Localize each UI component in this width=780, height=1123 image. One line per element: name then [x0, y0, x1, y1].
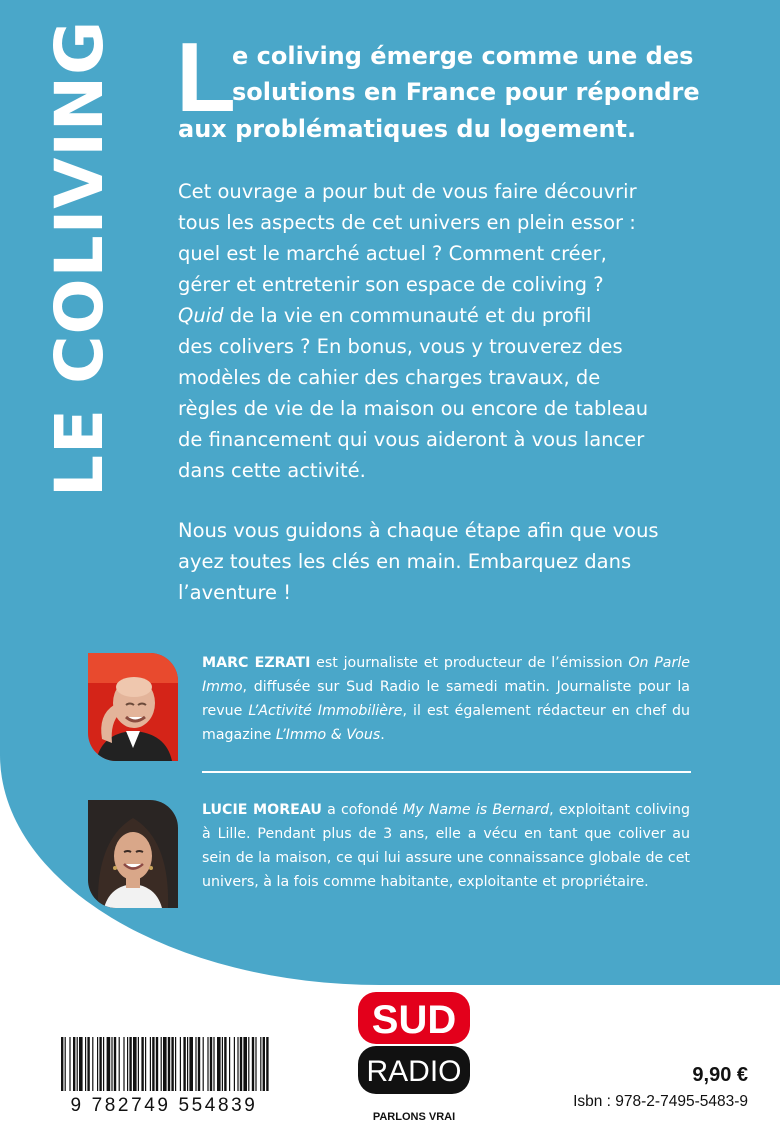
barcode-bar	[150, 1037, 151, 1091]
barcode-bar	[79, 1037, 83, 1091]
bio-text: a cofondé	[321, 802, 403, 818]
revue-title: L’Activité Immobilière	[248, 703, 403, 719]
barcode-bar	[255, 1037, 256, 1091]
barcode-bar	[237, 1037, 238, 1091]
bio-text: .	[380, 727, 385, 743]
drop-cap: L	[176, 22, 236, 132]
author-bio-lucie-moreau	[202, 798, 690, 894]
barcode-bar	[87, 1037, 89, 1091]
barcode-bar	[252, 1037, 254, 1091]
barcode-bar	[92, 1037, 93, 1091]
barcode-bar	[119, 1037, 120, 1091]
bio-text: , il est également rédacteur en chef du magazine	[202, 703, 690, 743]
isbn-barcode	[57, 1035, 271, 1113]
barcode-bar	[180, 1037, 181, 1091]
barcode-bar	[183, 1037, 185, 1091]
summary-line: Cet ouvrage a pour but de vous faire découvrir	[178, 180, 637, 203]
author-photo-lucie-moreau	[88, 800, 178, 908]
barcode-bar	[97, 1037, 98, 1091]
barcode-bar	[217, 1037, 221, 1091]
barcode-bar	[189, 1037, 193, 1091]
barcode-bar	[161, 1037, 162, 1091]
barcode-bar	[263, 1037, 265, 1091]
barcode-bar	[69, 1037, 70, 1091]
guidance-line: ayez toutes les clés en main. Embarquez dans	[178, 550, 632, 573]
summary-line: tous les aspects de cet univers en plein essor :	[178, 211, 636, 234]
barcode-bar	[229, 1037, 230, 1091]
barcode-bar	[103, 1037, 104, 1091]
barcode-bar	[213, 1037, 214, 1091]
barcode-bar	[152, 1037, 154, 1091]
barcode-bar	[111, 1037, 112, 1091]
isbn-number: Isbn : 978-2-7495-5483-9	[573, 1093, 748, 1110]
intro-line-2: solutions en France pour répondre	[232, 78, 700, 106]
intro-line-3: aux problématiques du logement.	[178, 115, 637, 143]
barcode-bar	[243, 1037, 247, 1091]
author-name: MARC EZRATI	[202, 655, 311, 671]
barcode-bar	[203, 1037, 204, 1091]
barcode-bar	[266, 1037, 268, 1091]
author-divider	[202, 771, 691, 773]
barcode-bar	[65, 1037, 66, 1091]
barcode-bar	[141, 1037, 143, 1091]
barcode-bar	[156, 1037, 158, 1091]
sud-radio-logo	[355, 990, 473, 1123]
company-name: My Name is Bernard	[403, 802, 550, 818]
barcode-bar	[163, 1037, 167, 1091]
barcode-bar	[248, 1037, 249, 1091]
barcode-bar	[99, 1037, 101, 1091]
barcode-bar	[168, 1037, 170, 1091]
barcode-bar	[240, 1037, 242, 1091]
summary-line-rest: de la vie en communauté et du profil	[223, 304, 592, 327]
bio-text: , exploitant coliving à Lille. Pendant plus de 3 ans, elle a vécu en tant que coliver au sein de la maison, ce qui lui assure une connaissance globale de cet univers, à la fois comme habitante, exploitante et propriétaire.	[202, 802, 690, 890]
barcode-bar	[260, 1037, 261, 1091]
barcode-bar	[73, 1037, 75, 1091]
barcode-bar	[171, 1037, 173, 1091]
show-title: On Parle Immo	[202, 655, 691, 695]
author-bio-marc-ezrati	[202, 651, 690, 747]
summary-line	[178, 301, 591, 331]
barcode-bar	[234, 1037, 235, 1091]
barcode-bar	[129, 1037, 131, 1091]
barcode-bar	[133, 1037, 137, 1091]
barcode-bar	[175, 1037, 176, 1091]
barcode-bar	[123, 1037, 124, 1091]
barcode-bar	[107, 1037, 111, 1091]
bio-text: , diffusée sur Sud Radio le samedi matin. Journaliste pour la revue	[202, 679, 690, 719]
barcode-bar	[127, 1037, 128, 1091]
guidance-line: Nous vous guidons à chaque étape afin que vous	[178, 519, 659, 542]
barcode-bar	[77, 1037, 78, 1091]
summary-line: gérer et entretenir son espace de coliving ?	[178, 273, 604, 296]
barcode-digits: 9 782749 554839	[70, 1095, 258, 1113]
barcode-bar	[61, 1037, 63, 1091]
logo-radio-text: RADIO	[366, 1055, 462, 1088]
magazine-title: L’Immo & Vous	[275, 727, 381, 743]
bio-text: est journaliste et producteur de l’émission	[310, 655, 629, 671]
barcode-bar	[145, 1037, 146, 1091]
price: 9,90 €	[692, 1064, 748, 1086]
barcode-bar	[114, 1037, 116, 1091]
barcode-bar	[198, 1037, 200, 1091]
summary-line: règles de vie de la maison ou encore de tableau	[178, 397, 649, 420]
summary-line: quel est le marché actuel ? Comment créer,	[178, 242, 607, 265]
summary-line: dans cette activité.	[178, 459, 366, 482]
barcode-bar	[210, 1037, 212, 1091]
author-photo-marc-ezrati	[88, 653, 178, 761]
logo-tagline: PARLONS VRAI	[372, 1111, 456, 1123]
summary-line: des colivers ? En bonus, vous y trouverez des	[178, 335, 623, 358]
summary-line: de financement qui vous aideront à vous lancer	[178, 428, 645, 451]
summary-line: modèles de cahier des charges travaux, de	[178, 366, 601, 389]
barcode-bar	[207, 1037, 208, 1091]
spine-title: LE COLIVING	[41, 19, 118, 497]
quid-word: Quid	[178, 304, 224, 327]
barcode-bar	[138, 1037, 139, 1091]
barcode-bar	[195, 1037, 196, 1091]
author-name: LUCIE MOREAU	[202, 802, 322, 818]
barcode-bar	[224, 1037, 226, 1091]
barcode-bar	[222, 1037, 223, 1091]
logo-sud-text: SUD	[371, 998, 457, 1042]
barcode-bar	[85, 1037, 86, 1091]
intro-line-1: e coliving émerge comme une des	[232, 42, 694, 70]
barcode-bar	[187, 1037, 188, 1091]
guidance-line: l’aventure !	[178, 581, 292, 604]
